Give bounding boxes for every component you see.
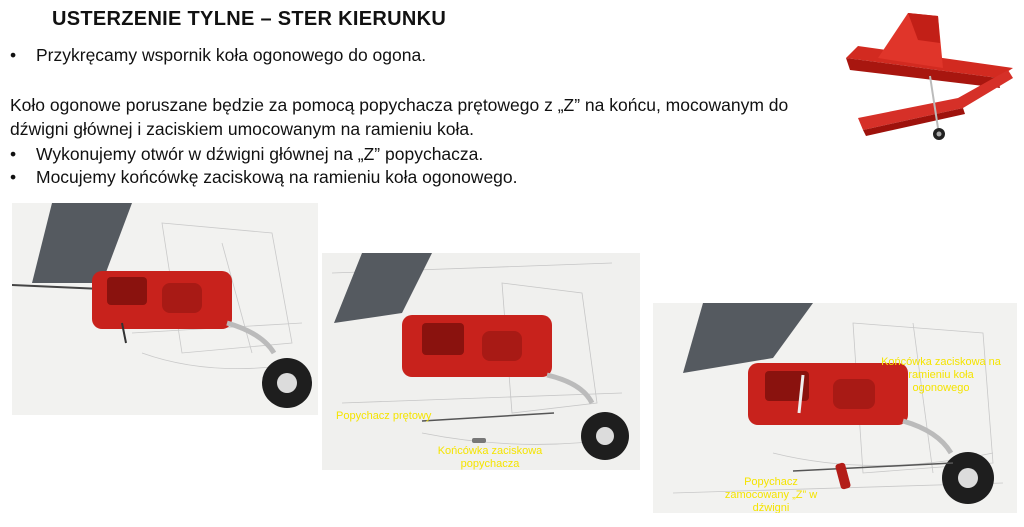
label-pushrod: Popychacz prętowy	[336, 410, 432, 422]
bullet-dot: •	[10, 45, 17, 65]
photo-tailwheel-3	[653, 303, 1017, 513]
bullet-dot: •	[10, 144, 17, 164]
bullet-text: Przykręcamy wspornik koła ogonowego do ogona.	[36, 45, 427, 65]
label-clamp-end: Końcówka zaciskowa popychacza	[437, 445, 543, 470]
bullet-item	[10, 44, 426, 66]
photo-tailwheel-1	[12, 203, 318, 415]
tail-render-image	[838, 8, 1018, 148]
bullet-dot: •	[10, 167, 17, 187]
bullet-text: Mocujemy końcówkę zaciskową na ramieniu koła ogonowego.	[36, 167, 518, 187]
bullet-text: Wykonujemy otwór w dźwigni głównej na „Z” popychacza.	[36, 144, 484, 164]
label-pushrod-mounted: Popychacz zamocowany „Z” w dźwigni	[724, 476, 818, 513]
photo-tailwheel-2	[322, 253, 640, 470]
bullet-item	[10, 166, 518, 188]
page-title: USTERZENIE TYLNE – STER KIERUNKU	[52, 8, 447, 30]
label-clamp-on-arm: Końcówka zaciskowa na ramieniu koła ogonowego	[881, 356, 1001, 394]
bullet-item	[10, 143, 483, 165]
description-paragraph: Koło ogonowe poruszane będzie za pomocą popychacza prętowego z „Z” na końcu, mocowanym do dźwigni głównej i zaciskiem umocowanym na ramieniu koła.	[10, 95, 789, 139]
